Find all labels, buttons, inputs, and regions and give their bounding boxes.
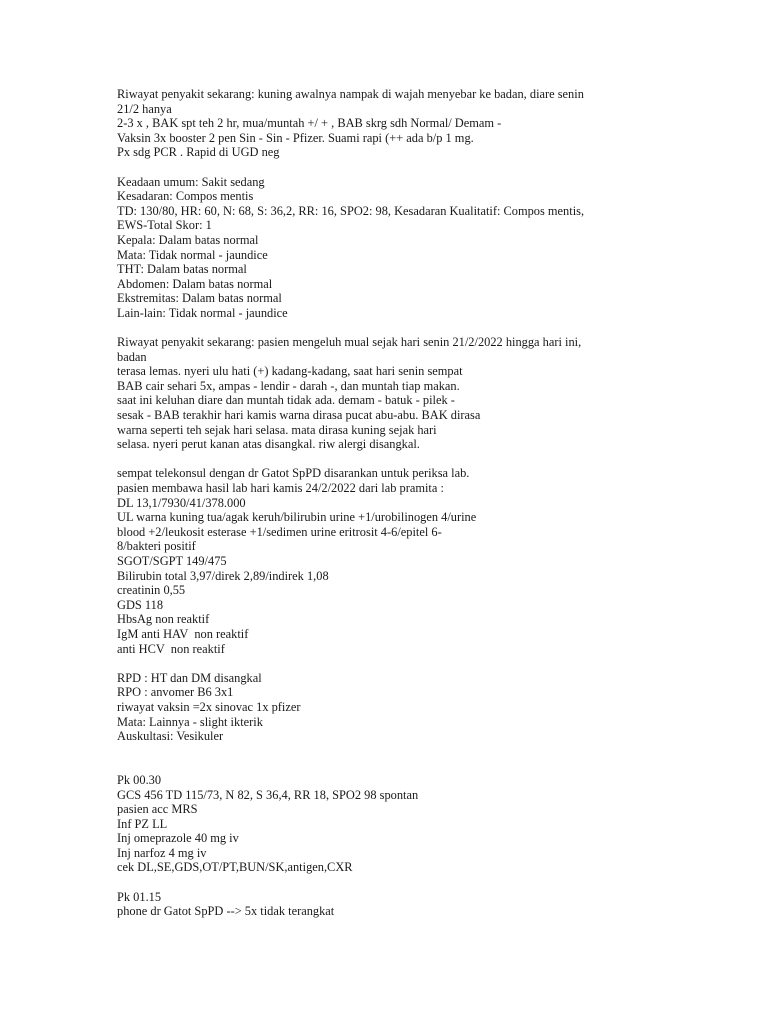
note-line: RPO : anvomer B6 3x1 <box>117 685 234 700</box>
note-line: anti HCV non reaktif <box>117 641 225 656</box>
paragraph-spacer <box>117 656 647 671</box>
note-line: sesak - BAB terakhir hari kamis warna dirasa pucat abu-abu. BAK dirasa <box>117 408 481 423</box>
note-line: Pk 00.30 <box>117 772 162 787</box>
note-line: RPD : HT dan DM disangkal <box>117 670 262 685</box>
paragraph-spacer <box>117 321 647 336</box>
note-line: warna seperti teh sejak hari selasa. mata dirasa kuning sejak hari <box>117 422 437 437</box>
note-line: Mata: Tidak normal - jaundice <box>117 247 268 262</box>
note-line: DL 13,1/7930/41/378.000 <box>117 495 246 510</box>
note-line: Inf PZ LL <box>117 816 168 831</box>
note-line: Mata: Lainnya - slight ikterik <box>117 714 263 729</box>
note-line: phone dr Gatot SpPD --> 5x tidak terangkat <box>117 904 335 919</box>
note-line: UL warna kuning tua/agak keruh/bilirubin urine +1/urobilinogen 4/urine <box>117 510 477 525</box>
note-line: TD: 130/80, HR: 60, N: 68, S: 36,2, RR: 16, SPO2: 98, Kesadaran Kualitatif: Compos mentis, <box>117 203 585 218</box>
note-line: Keadaan umum: Sakit sedang <box>117 174 265 189</box>
note-line: 8/bakteri positif <box>117 539 196 554</box>
paragraph-spacer <box>117 452 647 467</box>
note-paragraph <box>117 773 647 875</box>
note-line: BAB cair sehari 5x, ampas - lendir - darah -, dan muntah tiap makan. <box>117 378 460 393</box>
clinical-notes-document <box>117 87 647 919</box>
note-line: EWS-Total Skor: 1 <box>117 218 212 233</box>
note-line: IgM anti HAV non reaktif <box>117 626 249 641</box>
note-line: GDS 118 <box>117 597 164 612</box>
note-line: Riwayat penyakit sekarang: pasien mengeluh mual sejak hari senin 21/2/2022 hingga hari ini, <box>117 335 582 350</box>
note-paragraph <box>117 335 647 452</box>
note-line: sempat telekonsul dengan dr Gatot SpPD disarankan untuk periksa lab. <box>117 466 470 481</box>
note-line: cek DL,SE,GDS,OT/PT,BUN/SK,antigen,CXR <box>117 860 353 875</box>
note-paragraph <box>117 87 647 160</box>
note-line: pasien membawa hasil lab hari kamis 24/2/2022 dari lab pramita : <box>117 481 444 496</box>
note-line: Bilirubin total 3,97/direk 2,89/indirek 1,08 <box>117 568 329 583</box>
note-paragraph <box>117 890 647 919</box>
note-line: HbsAg non reaktif <box>117 612 210 627</box>
note-line: selasa. nyeri perut kanan atas disangkal. riw alergi disangkal. <box>117 437 420 452</box>
note-line: Inj narfoz 4 mg iv <box>117 845 207 860</box>
note-line: Px sdg PCR . Rapid di UGD neg <box>117 145 280 160</box>
note-line: Inj omeprazole 40 mg iv <box>117 831 239 846</box>
note-line: Pk 01.15 <box>117 889 162 904</box>
note-line: SGOT/SGPT 149/475 <box>117 554 227 568</box>
paragraph-spacer <box>117 744 647 773</box>
note-paragraph <box>117 175 647 321</box>
note-line: Riwayat penyakit sekarang: kuning awalnya nampak di wajah menyebar ke badan, diare senin <box>117 87 584 101</box>
note-line: Auskultasi: Vesikuler <box>117 729 224 744</box>
note-line: THT: Dalam batas normal <box>117 262 247 277</box>
note-line: Lain-lain: Tidak normal - jaundice <box>117 305 288 320</box>
note-line: pasien acc MRS <box>117 802 198 817</box>
note-line: creatinin 0,55 <box>117 583 186 598</box>
note-paragraph <box>117 466 647 656</box>
paragraph-spacer <box>117 160 647 175</box>
note-line: Vaksin 3x booster 2 pen Sin - Sin - Pfizer. Suami rapi (++ ada b/p 1 mg. <box>117 130 474 145</box>
note-line: Abdomen: Dalam batas normal <box>117 276 273 291</box>
note-paragraph <box>117 671 647 744</box>
note-line: blood +2/leukosit esterase +1/sedimen urine eritrosit 4-6/epitel 6- <box>117 524 442 539</box>
note-line: GCS 456 TD 115/73, N 82, S 36,4, RR 18, SPO2 98 spontan <box>117 787 419 802</box>
note-line: Kesadaran: Compos mentis <box>117 189 254 204</box>
note-line: badan <box>117 349 147 364</box>
note-line: saat ini keluhan diare dan muntah tidak ada. demam - batuk - pilek - <box>117 393 455 408</box>
note-line: riwayat vaksin =2x sinovac 1x pfizer <box>117 699 301 714</box>
paragraph-spacer <box>117 875 647 890</box>
note-line: terasa lemas. nyeri ulu hati (+) kadang-kadang, saat hari senin sempat <box>117 364 463 379</box>
note-line: 2-3 x , BAK spt teh 2 hr, mua/muntah +/ + , BAB skrg sdh Normal/ Demam - <box>117 116 502 131</box>
note-line: Ekstremitas: Dalam batas normal <box>117 291 282 306</box>
note-line: Kepala: Dalam batas normal <box>117 232 259 247</box>
note-line: 21/2 hanya <box>117 101 172 116</box>
